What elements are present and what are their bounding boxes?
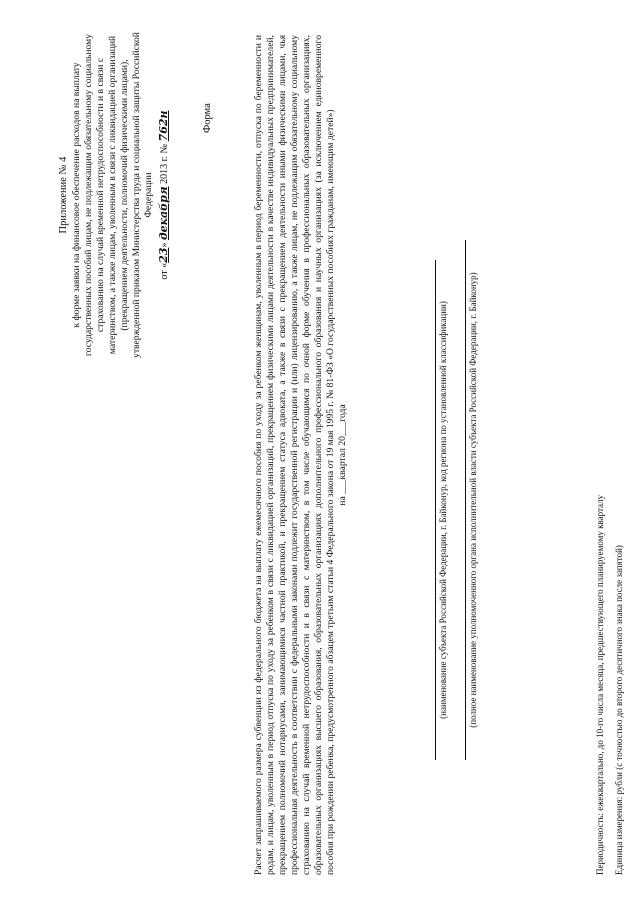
date-prefix: от «	[159, 262, 170, 280]
main-text	[253, 35, 349, 875]
date-year: 2013 г. №	[159, 141, 170, 187]
authority-name-caption: (полное наименование уполномоченного органа исполнительной власти субъекта Российской Федерации, г. Байконур)	[468, 272, 478, 728]
appendix-heading: Приложение № 4	[58, 156, 69, 234]
appendix-block	[58, 30, 171, 360]
appendix-text: к форме заявки на финансовое обеспечение расходов на выплату государственных пособий лицам, не подлежащим обязательному социальному страхованию на случай временной нетрудоспособности и в связи с материнством, а также лицам, уволенным в связи с ликвидацией организаций (прекращением деятельности, полномочий физическими лицами), утвержденной приказом Министерства труда и социальной защиты Российской Федерации	[71, 32, 154, 358]
periodicity-note: Периодичность: ежеквартально, до 10-го числа месяца, предшествующего планируемому кварталу	[595, 494, 605, 875]
subject-name-line	[435, 260, 436, 760]
date-day: 23	[157, 247, 170, 263]
unit-note: Единица измерения: рубли (с точностью до второго десятичного знака после запятой)	[614, 545, 624, 875]
date-month: декабря	[157, 186, 170, 241]
date-mid: »	[159, 240, 170, 248]
authority-name-line	[465, 240, 466, 760]
form-label: Форма	[202, 103, 213, 133]
order-number: 762н	[157, 110, 170, 142]
period-line: на ___квартал 20___года	[337, 404, 348, 506]
subject-name-caption: (наименование субъекта Российской Федерации, г. Байконур, код региона по установленной классификации)	[438, 301, 448, 719]
main-paragraph: Расчет запрашиваемого размера субвенции из федерального бюджета на выплату ежемесячного пособия по уходу за ребенком женщинам, уволенным в период беременности, отпуска по беременности и родам, и лицам, уволенным в период отпуска по уходу за ребенком в связи с ликвидацией организаций, прекращением физическими лицами деятельности в качестве индивидуальных предпринимателей, прекращением полномочий нотариусами, занимающимися частной практикой, и прекращением статуса адвоката, а также в связи с прекращением деятельности иными физическими лицами, чья профессиональная деятельность в соответствии с федеральными законами подлежит государственной регистрации и (или) лицензированию, а также лицам, не подлежащим обязательному социальному страхованию на случай временной нетрудоспособности и в связи с материнством, в том числе обучающимся по очной форме обучения в профессиональных образовательных организациях, образовательных организациях высшего образования, образовательных организациях дополнительного профессионального образования и научных организациях (за исключением единовременного пособия при рождении ребенка, предусмотренного абзацем третьим статьи 4 Федерального закона от 19 мая 1995 г. № 81-ФЗ «О государственных пособиях гражданам, имеющим детей»)	[253, 35, 336, 875]
appendix-date-line	[158, 30, 171, 360]
